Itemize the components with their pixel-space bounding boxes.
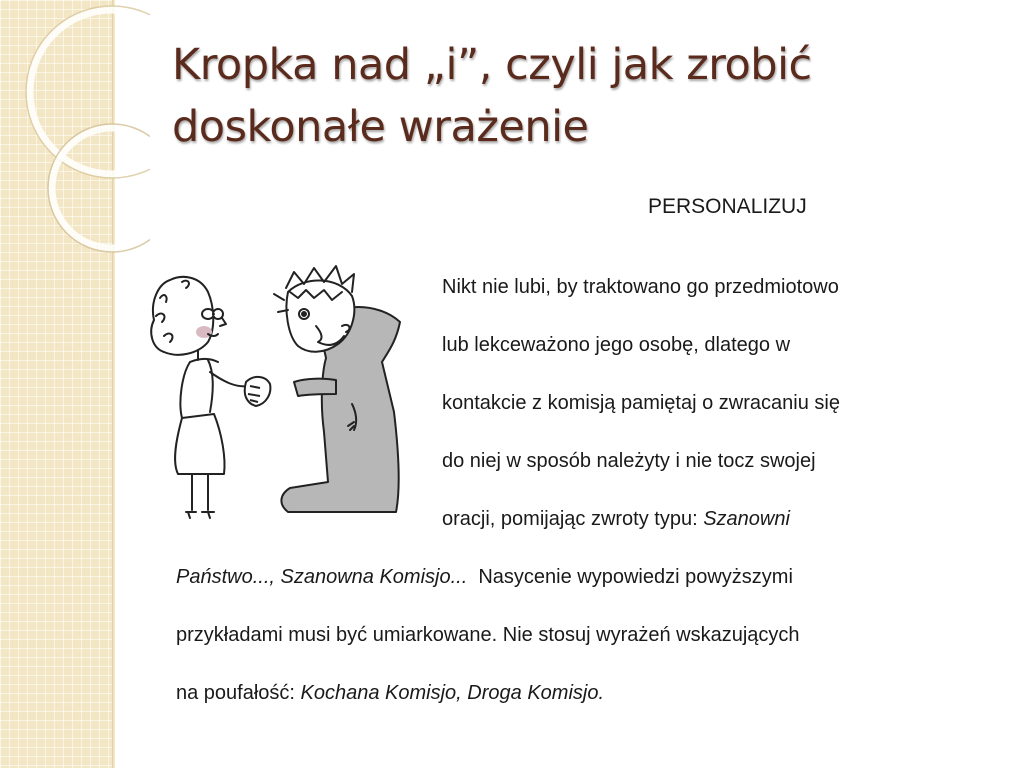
- paragraph-line: [176, 548, 996, 606]
- paragraph-text: kontakcie z komisją pamiętaj o zwracaniu się: [442, 392, 840, 414]
- section-heading: PERSONALIZUJ: [648, 195, 807, 218]
- paragraph-line: [176, 258, 996, 316]
- paragraph-text: na poufałość:: [176, 682, 301, 704]
- paragraph-text: oracji, pomijając zwroty typu:: [442, 508, 704, 530]
- paragraph-line: [176, 432, 996, 490]
- italic-example-phrase: Szanowni: [703, 508, 790, 530]
- paragraph-line: [176, 316, 996, 374]
- paragraph-text: lub lekceważono jego osobę, dlatego w: [442, 334, 791, 356]
- slide-title: [172, 34, 992, 158]
- paragraph-text: do niej w sposób należyty i nie tocz swojej: [442, 450, 816, 472]
- italic-example-phrase: Państwo..., Szanowna Komisjo...: [176, 566, 468, 588]
- italic-example-phrase: Kochana Komisjo, Droga Komisjo.: [300, 682, 605, 704]
- slide-title-line-1: Kropka nad „i”, czyli jak zrobić: [172, 40, 812, 90]
- slide-title-line-2: doskonałe wrażenie: [172, 102, 589, 152]
- paragraph-text: Nasycenie wypowiedzi powyższymi: [467, 566, 793, 588]
- paragraph-line: [176, 606, 996, 664]
- paragraph-line: [176, 374, 996, 432]
- paragraph-line: [176, 490, 996, 548]
- paragraph-line: [176, 664, 996, 722]
- paragraph-text: przykładami musi być umiarkowane. Nie stosuj wyrażeń wskazujących: [176, 624, 800, 646]
- paragraph-text: Nikt nie lubi, by traktowano go przedmiotowo: [442, 276, 839, 298]
- body-paragraph: [176, 258, 996, 722]
- decorative-circles: [0, 0, 150, 260]
